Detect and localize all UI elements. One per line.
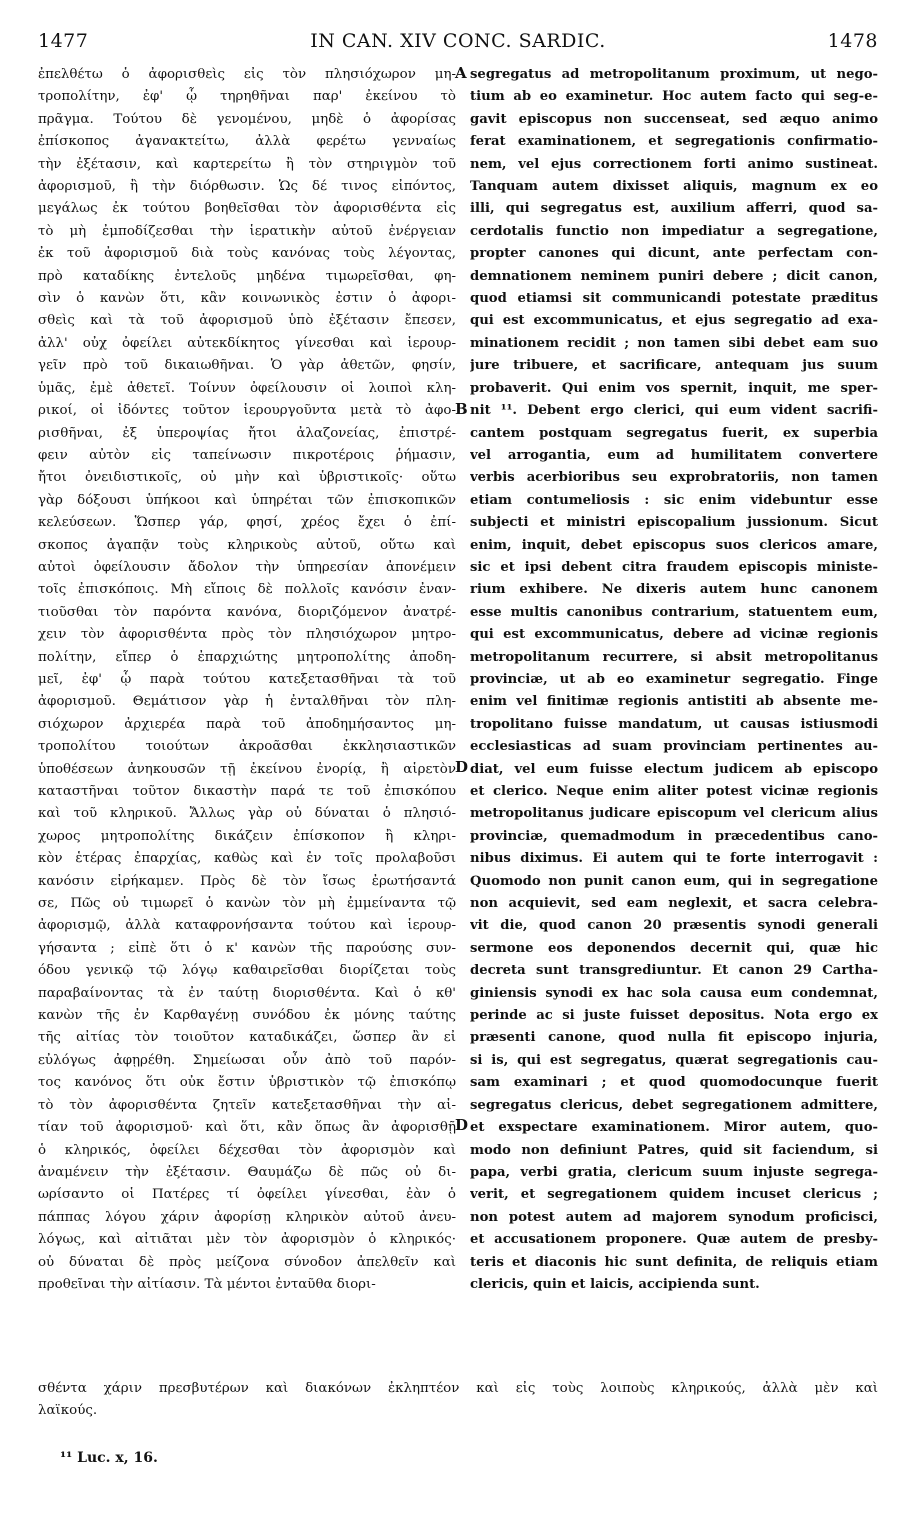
greek-text-line: γεῖν πρὸ τοῦ δικαιωθῆναι. Ὁ γὰρ ἀθετῶν, φησίν,: [38, 358, 456, 374]
latin-text-line: perinde ac si juste fuisset depositus. Nota ergo ex: [470, 1008, 878, 1024]
greek-text-line: οὐ δύναται δὲ πρὸς μείζονα σύνοδον ἀπελθεῖν καὶ: [38, 1254, 456, 1270]
greek-text-line: σὶν ὁ κανὼν ὅτι, κἂν κοινωνικὸς ἐστιν ὁ ἀφορι-: [38, 291, 456, 307]
greek-text-line: ὑποθέσεων ἀνηκουσῶν τῇ ἐκείνου ἐνορίᾳ, ἢ αἱρετὸν: [38, 761, 456, 777]
latin-text-line: enim, inquit, debet episcopus suos clericos amare,: [470, 537, 878, 553]
greek-text-line: πρὸ καταδίκης ἐντελοῦς μηδένα τιμωρεῖσθαι, φη-: [38, 268, 456, 284]
latin-text-line: metropolitanum recurrere, si absit metropolitanus: [470, 649, 878, 665]
latin-text-line: nibus diximus. Ei autem qui te forte interrogavit :: [470, 851, 878, 867]
greek-text-line: σε, Πῶς οὐ τιμωρεῖ ὁ κανὼν τὸν μὴ ἐμμείναντα τῷ: [38, 896, 456, 912]
latin-text-line: minationem recidit ; non tamen sibi debet eam suo: [470, 335, 878, 351]
latin-text-line: enim vel finitimæ regionis antistiti ab absente me-: [470, 694, 878, 710]
greek-text-line: πρᾶγμα. Τούτου δὲ γενομένου, μηδὲ ὁ ἀφορίσας: [38, 111, 456, 127]
spanning-text-line: σθέντα χάριν πρεσβυτέρων καὶ διακόνων ἐκληπτέον καὶ εἰς τοὺς λοιποὺς κληρικούς, ἀλλὰ μὲν καὶ: [38, 1381, 878, 1396]
footnote: ¹¹ Luc. x, 16.: [60, 1450, 158, 1466]
greek-text-line: εὐλόγως ἀφῃρέθη. Σημείωσαι οὖν ἀπὸ τοῦ παρόν-: [38, 1052, 456, 1068]
greek-text-line: καὶ τοῦ κληρικοῦ. Ἄλλως γὰρ οὐ δύναται ὁ πλησιό-: [38, 806, 456, 822]
greek-text-line: γήσαντα ; εἰπὲ ὅτι ὁ κ' κανὼν τῆς παρούσης συν-: [38, 940, 456, 956]
greek-text-line: ἤτοι ὀνειδιστικοῖς, οὐ μὴν καὶ ὑβριστικοῖς· οὕτω: [38, 470, 456, 486]
greek-text-line: πολίτην, εἴπερ ὁ ἐπαρχιώτης μητροπολίτης ἀποδη-: [38, 649, 456, 665]
greek-text-line: τος κανόνος ὅτι οὐκ ἔστιν ὑβριστικὸν τῷ ἐπισκόπῳ: [38, 1075, 456, 1091]
greek-text-line: σιόχωρον ἀρχιερέα παρὰ τοῦ ἀποδημήσαντος μη-: [38, 716, 456, 732]
latin-text-line: subjecti et ministri episcopalium jussionum. Sicut: [470, 515, 878, 531]
latin-text-line: si is, qui est segregatus, quærat segregationis cau-: [470, 1052, 878, 1068]
latin-text-line: provinciæ, ut ab eo examinetur segregatio. Finge: [470, 671, 878, 687]
greek-text-line: μεῖ, ἐφ' ᾧ παρὰ τούτου κατεξετασθῆναι τὰ τοῦ: [38, 671, 456, 687]
latin-text-line: Quomodo non punit canon eum, qui in segregatione: [470, 873, 878, 889]
greek-text-line: πάππας λόγου χάριν ἀφορίσῃ κληρικὸν αὐτοῦ ἀνευ-: [38, 1209, 456, 1225]
latin-text-line: decreta sunt transgrediuntur. Et canon 29 Cartha-: [470, 963, 878, 979]
greek-text-line: χωρος μητροπολίτης δικάζειν ἐπίσκοπον ἢ κληρι-: [38, 828, 456, 844]
margin-letter-d1: D: [455, 758, 469, 776]
latin-text-line: tium ab eo examinetur. Hoc autem facto qui seg-e-: [470, 89, 878, 105]
latin-text-line: teris et diaconis hic sunt definita, de reliquis etiam: [470, 1254, 878, 1270]
latin-text-line: propter canones qui dicunt, ante perfectam con-: [470, 246, 878, 262]
latin-text-line: nit ¹¹. Debent ergo clerici, qui eum vident sacrifi-: [470, 403, 878, 419]
latin-text-line: sermone eos deponendos decernit qui, quæ hic: [470, 940, 878, 956]
latin-text-line: et accusationem proponere. Quæ autem de presby-: [470, 1232, 878, 1248]
greek-text-line: τῆς αἰτίας τὸν τοιοῦτον καταδικάζει, ὥσπερ ἂν εἰ: [38, 1030, 456, 1046]
latin-text-line: segregatus ad metropolitanum proximum, ut nego-: [470, 67, 878, 82]
latin-text-line: etiam contumeliosis : sic enim videbuntur esse: [470, 492, 878, 508]
latin-text-line: probaverit. Qui enim vos spernit, inquit, me sper-: [470, 380, 878, 396]
latin-text-line: ferat examinationem, et segregationis confirmatio-: [470, 134, 878, 150]
page-number-right: 1478: [827, 30, 878, 52]
latin-text-line: et exspectare examinationem. Miror autem, quo-: [470, 1120, 878, 1136]
greek-text-line: ρισθῆναι, ἐξ ὑπεροψίας ἤτοι ἀλαζονείας, ἐπιστρέ-: [38, 425, 456, 441]
latin-text-line: papa, verbi gratia, clericum suum injuste segrega-: [470, 1164, 878, 1180]
greek-text-line: τροπολίτην, ἐφ' ᾧ τηρηθῆναι παρ' ἐκείνου τὸ: [38, 89, 456, 105]
latin-text-line: verit, et segregationem quidem incuset clericus ;: [470, 1187, 878, 1203]
margin-letter-b: B: [455, 400, 468, 418]
latin-text-line: sam examinari ; et quod quomodocunque fuerit: [470, 1075, 878, 1091]
latin-text-line: gavit episcopus non succenseat, sed æquo animo: [470, 111, 878, 127]
running-title: IN CAN. XIV CONC. SARDIC.: [310, 30, 606, 52]
latin-text-line: qui est excommunicatus, et ejus segregatio ad exa-: [470, 313, 878, 329]
greek-text-line: γὰρ δόξουσι ὑπήκοοι καὶ ὑπηρέται τῶν ἐπισκοπικῶν: [38, 492, 456, 508]
greek-text-line: τὴν ἐξέτασιν, καὶ καρτερείτω ἢ τὸν στηριγμὸν τοῦ: [38, 156, 456, 172]
greek-text-line: όδου γενικῷ τῷ λόγῳ καθαιρεῖσθαι διορίζεται τοὺς: [38, 963, 456, 979]
greek-text-line: ἐκ τοῦ ἀφορισμοῦ διὰ τοὺς κανόνας τοὺς λέγοντας,: [38, 246, 456, 262]
latin-text-line: modo non definiunt Patres, quid sit faciendum, si: [470, 1142, 878, 1158]
greek-text-line: ἐπελθέτω ὁ ἀφορισθεὶς εἰς τὸν πλησιόχωρον μη-: [38, 67, 456, 82]
greek-text-line: ἀφορισμοῦ. Θεμάτισον γὰρ ἡ ἐνταλθῆναι τὸν πλη-: [38, 694, 456, 710]
running-header: [38, 30, 878, 56]
greek-text-line: κανὼν τῆς ἐν Καρθαγένῃ συνόδου ἐκ μόνης ταύτης: [38, 1008, 456, 1024]
greek-text-line: μεγάλως ἐκ τούτου βοηθεῖσθαι τὸν ἀφορισθέντα εἰς: [38, 201, 456, 217]
latin-text-line: esse multis canonibus contrarium, statuentem eum,: [470, 604, 878, 620]
latin-text-line: Tanquam autem dixisset aliquis, magnum ex eo: [470, 179, 878, 195]
greek-text-line: τίαν τοῦ ἀφορισμοῦ· καὶ ὅτι, κἂν ὅπως ἂν ἀφορισθῇ: [38, 1120, 456, 1136]
latin-text-line: giniensis synodi ex hac sola causa eum condemnat,: [470, 985, 878, 1001]
greek-text-line: κὸν ἑτέρας ἐπαρχίας, καθὼς καὶ ἐν τοῖς προλαβοῦσι: [38, 851, 456, 867]
latin-text-line: segregatus clericus, debet segregationem admittere,: [470, 1097, 878, 1113]
greek-text-line: κανόσιν εἰρήκαμεν. Πρὸς δὲ τὸν ἴσως ἐρωτήσαντά: [38, 873, 456, 889]
latin-text-line: metropolitanus judicare episcopum vel clericum alius: [470, 806, 878, 822]
page-number-left: 1477: [38, 30, 89, 52]
latin-text-line: qui est excommunicatus, debere ad vicinæ regionis: [470, 627, 878, 643]
latin-text-line: non acquievit, sed eam neglexit, et sacra celebra-: [470, 896, 878, 912]
greek-text-line: ἀλλ' οὐχ ὀφείλει αὐτεκδίκητος γίνεσθαι καὶ ἱερουρ-: [38, 335, 456, 351]
latin-text-line: quod etiamsi sit communicandi potestate præditus: [470, 291, 878, 307]
greek-text-line: ἀφορισμῷ, ἀλλὰ καταφρονήσαντα τούτου καὶ ἱερουρ-: [38, 918, 456, 934]
greek-column: [38, 64, 456, 1296]
margin-letter-d2: D: [455, 1116, 469, 1134]
latin-text-line: rium exhibere. Ne dixeris autem hunc canonem: [470, 582, 878, 598]
margin-letter-a: A: [455, 64, 467, 82]
greek-text-line: ἀναμένειν τὴν ἐξέτασιν. Θαυμάζω δὲ πῶς οὐ δι-: [38, 1164, 456, 1180]
latin-text-line: vit die, quod canon 20 præsentis synodi generali: [470, 918, 878, 934]
latin-text-line: verbis acerbioribus seu exprobratoriis, non tamen: [470, 470, 878, 486]
latin-text-line: jure tribuere, et sacrificare, antequam jus suum: [470, 358, 878, 374]
greek-text-line: ἀφορισμοῦ, ἢ τὴν διόρθωσιν. Ὡς δέ τινος εἰπόντος,: [38, 179, 456, 195]
greek-text-line: τοῖς ἐπισκόποις. Μὴ εἴποις δὲ πολλοῖς κανόσιν ἐναν-: [38, 582, 456, 598]
latin-text-line: vel arrogantia, eum ad humilitatem convertere: [470, 447, 878, 463]
greek-text-line: ωρίσαντο οἱ Πατέρες τί ὀφείλει γίνεσθαι, ἐὰν ὁ: [38, 1187, 456, 1203]
latin-text-line: demnationem neminem puniri debere ; dicit canon,: [470, 268, 878, 284]
spanning-text-line: λαϊκούς.: [38, 1403, 98, 1419]
greek-text-line: τροπολίτου τοιούτων ἀκροᾶσθαι ἐκκλησιαστικῶν: [38, 739, 456, 755]
greek-text-line: ὁ κληρικός, ὀφείλει δέχεσθαι τὸν ἀφορισμὸν καὶ: [38, 1142, 456, 1158]
latin-text-line: præsenti canone, quod nulla fit episcopo injuria,: [470, 1030, 878, 1046]
greek-text-line: σθεὶς καὶ τὰ τοῦ ἀφορισμοῦ ὑπὸ ἐξέτασιν ἔπεσεν,: [38, 313, 456, 329]
greek-text-line: λόγως, καὶ αἰτιᾶται μὲν τὸν ἀφορισμὸν ὁ κληρικός·: [38, 1232, 456, 1248]
spanning-text: [38, 1378, 878, 1423]
latin-text-line: provinciæ, quemadmodum in præcedentibus cano-: [470, 828, 878, 844]
greek-text-line: ὑμᾶς, ἐμὲ ἀθετεῖ. Τοίνυν ὀφείλουσιν οἱ λοιποὶ κλη-: [38, 380, 456, 396]
greek-text-line: προθεῖναι τὴν αἰτίασιν. Τὰ μέντοι ἐνταῦθα διορι-: [38, 1276, 376, 1292]
greek-text-line: παραβαίνοντας τὰ ἐν ταύτῃ διορισθέντα. Καὶ ὁ κθ': [38, 985, 456, 1001]
latin-text-line: non potest autem ad majorem synodum proficisci,: [470, 1209, 878, 1225]
latin-text-line: tropolitano fuisse mandatum, ut causas istiusmodi: [470, 716, 878, 732]
latin-text-line: clericis, quin et laicis, accipienda sunt.: [470, 1276, 760, 1292]
greek-text-line: τὸ τὸν ἀφορισθέντα ζητεῖν κατεξετασθῆναι τὴν αἰ-: [38, 1097, 456, 1113]
latin-column: [470, 64, 878, 1296]
greek-text-line: ἐπίσκοπος ἀγανακτείτω, ἀλλὰ φερέτω γενναίως: [38, 134, 456, 150]
greek-text-line: κελεύσεων. Ὥσπερ γάρ, φησί, χρέος ἔχει ὁ ἐπί-: [38, 515, 456, 531]
latin-text-line: sic et ipsi debent citra fraudem episcopis ministe-: [470, 559, 878, 575]
latin-text-line: diat, vel eum fuisse electum judicem ab episcopo: [470, 761, 878, 777]
greek-text-line: τὸ μὴ ἐμποδίζεσθαι τὴν ἱερατικὴν αὐτοῦ ἐνέργειαν: [38, 223, 456, 239]
latin-text-line: et clerico. Neque enim aliter potest vicinæ regionis: [470, 784, 878, 799]
greek-text-line: αὐτοὶ ὀφείλουσιν ἄδολον τὴν ὑπηρεσίαν ἀπονέμειν: [38, 559, 456, 575]
greek-text-line: ρικοί, οἱ ἰδόντες τοῦτον ἱερουργοῦντα μετὰ τὸ ἀφο-: [38, 403, 456, 419]
latin-text-line: ecclesiasticas ad suam provinciam pertinentes au-: [470, 739, 878, 755]
greek-text-line: χειν τὸν ἀφορισθέντα πρὸς τὸν πλησιόχωρον μητρο-: [38, 627, 456, 643]
greek-text-line: φειν αὐτὸν εἰς ταπείνωσιν πικροτέροις ῥήμασιν,: [38, 447, 456, 463]
latin-text-line: illi, qui segregatus est, auxilium afferri, quod sa-: [470, 201, 878, 217]
latin-text-line: nem, vel ejus correctionem forti animo sustineat.: [470, 156, 878, 172]
greek-text-line: καταστῆναι τοῦτον δικαστὴν παρά τε τοῦ ἐπισκόπου: [38, 784, 456, 799]
latin-text-line: cerdotalis functio non impediatur a segregatione,: [470, 223, 878, 239]
greek-text-line: σκοπος ἀγαπᾷν τοὺς κληρικοὺς αὐτοῦ, οὕτω καὶ: [38, 537, 456, 553]
latin-text-line: cantem postquam segregatus fuerit, ex superbia: [470, 425, 878, 441]
greek-text-line: τιοῦσθαι τὸν παρόντα κανόνα, διοριζόμενον ἀνατρέ-: [38, 604, 456, 620]
